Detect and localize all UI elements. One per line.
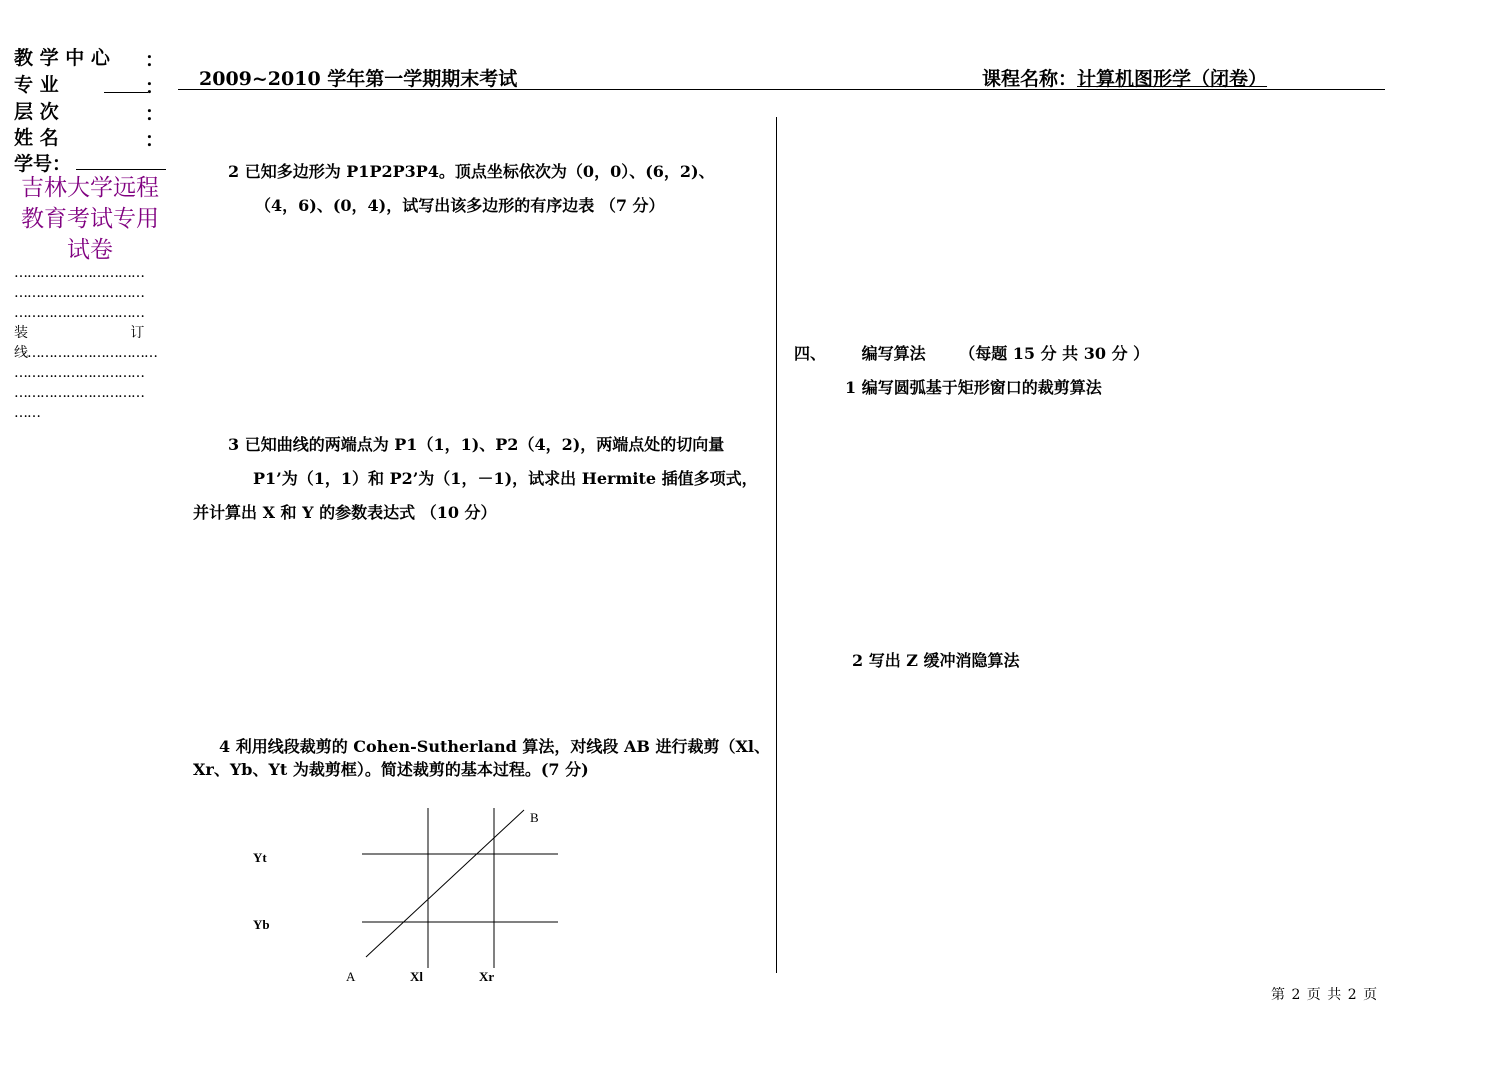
clipping-diagram [240,800,580,990]
course-label: 课程名称： [982,68,1078,90]
q4-line1: 4 利用线段裁剪的 Cohen-Sutherland 算法，对线段 AB 进行裁剪（Xl、 [219,737,770,756]
dots-row: ………………………… [14,365,144,381]
university-stamp [14,173,166,266]
center-colon: ： [145,49,165,71]
dots-row: …… [14,405,40,421]
name-colon: ： [145,129,165,151]
section4-title: 编写算法 [861,344,926,363]
section4-q2: 2 写出 Z 缓冲消隐算法 [852,651,1020,670]
center-label: 教 学 中 心 [14,47,110,69]
label-xl: Xl [410,969,423,984]
q3-line1: 3 已知曲线的两端点为 P1（1，1)、P2（4，2)，两端点处的切向量 [228,435,725,454]
label-a: A [346,969,356,984]
q3-line2: P1’为（1，1）和 P2’为（1，－1)，试求出 Hermite 插值多项式， [253,469,758,488]
section4-q1: 1 编写圆弧基于矩形窗口的裁剪算法 [845,378,1102,397]
major-underline [104,92,148,93]
q4-line2: Xr、Yb、Yt 为裁剪框）。简述裁剪的基本过程。(7 分) [193,760,589,779]
section4-number: 四、 [794,344,827,363]
course-heading [982,64,1267,91]
section4-heading [794,341,1149,364]
label-yb: Yb [253,917,270,932]
q2-line1: 2 已知多边形为 P1P2P3P4。顶点坐标依次为（0，0）、(6，2)、 [228,162,715,181]
stamp-line-1: 吉林大学远程 [21,175,159,201]
q2-line2: （4，6)、(0，4)，试写出该多边形的有序边表 （7 分） [255,196,665,215]
dots-row: ………………………… [14,265,144,281]
major-colon: ： [145,76,165,98]
label-b: B [530,810,539,825]
header-rule [178,89,1385,90]
binding-mark-row: 装 订 [14,325,145,341]
dots-row: 线………………………… [14,345,157,361]
student-id-underline [76,169,166,170]
page-number: 第 2 页 共 2 页 [1271,987,1379,1003]
q3-line3: 并计算出 X 和 Y 的参数表达式 （10 分） [193,503,497,522]
level-colon: ： [145,103,165,125]
level-label: 层 次 [14,101,59,123]
student-id-label: 学号： [14,153,72,175]
name-label: 姓 名 [14,127,59,149]
label-yt: Yt [253,850,267,865]
major-label: 专 业 [14,74,59,96]
dots-row: ………………………… [14,385,144,401]
dots-row: ………………………… [14,305,144,321]
exam-title: 2009~2010 学年第一学期期末考试 [199,68,518,90]
column-divider [776,117,777,973]
segment-ab [366,810,524,957]
course-name: 计算机图形学（闭卷） [1077,68,1268,90]
section4-score: （每题 15 分 共 30 分 ） [959,344,1150,363]
stamp-line-3: 试卷 [67,237,113,263]
binding-line [14,263,166,423]
dots-row: ………………………… [14,285,144,301]
stamp-line-2: 教育考试专用 [21,206,159,232]
label-xr: Xr [479,969,495,984]
